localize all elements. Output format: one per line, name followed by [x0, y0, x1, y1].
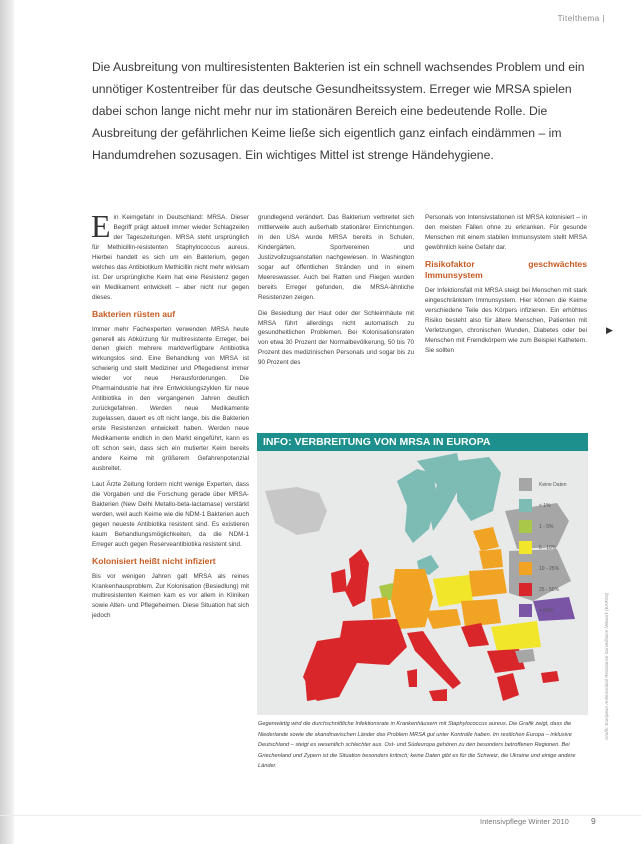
legend-label: < 1%	[539, 502, 551, 509]
paragraph: Die Besiedlung der Haut oder der Schleimhäute mit MRSA führt allerdings nicht automatisch zu gesundheitlichen Problemen. Bei Kolonisationsraten von etwa 30 Prozent der Normalbevölkerung, 50 bis 70 Prozent des medizinischen Personals und sogar bis zu 90 Prozent des	[258, 309, 414, 367]
image-credit	[604, 540, 611, 740]
drop-cap: E	[91, 208, 111, 244]
page-number: 9	[591, 816, 596, 826]
legend-item	[519, 474, 579, 495]
legend-swatch	[519, 478, 532, 491]
subheading: Kolonisiert heißt nicht infiziert	[92, 555, 216, 566]
section-topic: Titelthema |	[557, 14, 605, 23]
legend-label: 25 - 50%	[539, 586, 560, 593]
image-credit-text: Grafik: European Antimicrobial Resistance Surveillance Network (EARSS)	[604, 592, 609, 740]
legend-swatch	[519, 520, 532, 533]
paragraph: grundlegend verändert. Das Bakterium verbreitet sich mittlerweile auch außerhalb stationärer Einrichtungen. In den USA wurde MRSA bereits in Schulen, Kindergärten, Sportvereinen und Justizvollzugsanstalten nachgewiesen. In Washington sogar auf öffentlichen Stränden und in einem Meereswasser. Auch bei Ratten und Fliegen wurden bereits Erreger gefunden, die MRSA-ähnliche Resistenzen zeigen.	[258, 214, 414, 301]
legend-swatch	[519, 604, 532, 617]
legend-item	[519, 579, 579, 600]
legend-swatch	[519, 583, 532, 596]
subheading: Bakterien rüsten auf	[92, 308, 176, 319]
legend-item	[519, 600, 579, 621]
paragraph: Immer mehr Fachexperten verwenden MRSA heute generell als Abkürzung für multiresistente Erreger, bei denen gleich mehrere marktverfügbare Antibiotika wirkungslos sind. Eine Behandlung von MRSA ist schwierig und stellt Mediziner und Pflegedienst immer wieder vor neue Herausforderungen. Die Pharmaindustrie hat ihre Entwicklungszyklen für neue Antibiotika in den vergangenen Jahren deutlich zurückgefahren. Werden neue Medikamente zugelassen, dauert es oft nicht lange, bis die Bakterien erste Resistenzen entwickelt haben. Werden neue Medikamente endlich in den Markt eingeführt, kann es oft schon sein, dass sich ein mutierter Keim bereits andere Keime mit größerem Gefahrenpotenzial ausbreitet.	[92, 325, 249, 472]
legend-label: 10 - 25%	[539, 565, 560, 572]
article-column-3	[425, 213, 587, 361]
legend-label: Keine Daten	[539, 481, 567, 488]
legend-label: 5 - 10%	[539, 544, 557, 551]
footer-divider	[0, 815, 641, 816]
paragraph: Bis vor wenigen Jahren galt MRSA als reines Krankenhausproblem. Zur Kolonisation (Besiedlung) mit multiresistenten Keimen kam es vor allem in Kliniken sowie Alten- und Pflegeheimen. Diese Situation hat sich jedoch	[92, 572, 249, 620]
paragraph: Laut Ärzte Zeitung fordern nicht wenige Experten, dass die Vorgaben und die Forschung gerade über MRSA-Bakterien (New Delhi Metallo-beta-lactamase) verstärkt werden, weil auch Keime wie die NDM-1 Bakterien auch gegen neueste Antibiotika resistent sind. Es existieren kaum Behandlungsmöglichkeiten, da die NDM-1 Erreger auch gegen Reserveantibiotika resistent sind.	[92, 480, 249, 548]
legend-item	[519, 495, 579, 516]
map-caption: Gegenwärtig wird die durchschnittliche Infektionsrate in Krankenhäusern mit Staphylococcus aureus. Die Grafik zeigt, dass die Niederlande sowie die skandinavischen Länder das Problem MRSA gut unter Kontrolle haben. Im restlichen Europa – inklusive Deutschland – steigt es wesentlich schlechter aus. Ost- und Südeuropa gehören zu den besonders betroffenen Regionen. Bei Griechenland und Zypern ist die Situation besonders kritisch; keine Daten gibt es für die Schweiz, die Ukraine und einige andere Länder.	[258, 721, 576, 769]
map-legend	[519, 474, 579, 621]
legend-swatch	[519, 499, 532, 512]
info-box-title: INFO: VERBREITUNG VON MRSA IN EUROPA	[257, 433, 588, 451]
paragraph-text: in Keimgefahr in Deutschland: MRSA. Dieser Begriff prägt aktuell immer wieder Schlagzeilen der Tageszeitungen. MRSA steht ursprünglich für Methicillin-resistenten Staphylococcus aureus. Hierbei handelt es sich um ein Bakterium, gegen welches das Antibiotikum Methicillin nicht mehr wirksam ist. Der ursprüngliche Keim hat eine Resistenz gegen ein Medikament entwickelt – aber nicht nur gegen dieses.	[92, 214, 249, 301]
legend-label: > 50%	[539, 607, 554, 614]
legend-swatch	[519, 541, 532, 554]
continue-arrow-icon: ▶	[606, 325, 613, 335]
legend-item	[519, 516, 579, 537]
legend-label: 1 - 5%	[539, 523, 554, 530]
legend-swatch	[519, 562, 532, 575]
subheading: Risikofaktor geschwächtes Immunsystem	[425, 258, 587, 280]
legend-item	[519, 537, 579, 558]
lead-paragraph: Die Ausbreitung von multiresistenten Bakterien ist ein schnell wachsendes Problem und ein unnötiger Kostentreiber für das deutsche Gesundheitssystem. Erreger wie MRSA spielen dabei schon lange nicht mehr nur im stationären Bereich eine bedeutende Rolle. Die Ausbreitung der gefährlichen Keime ließe sich eigentlich ganz einfach eindämmen – im Handumdrehen sozusagen. Ein wichtiges Mittel ist strenge Händehygiene.	[92, 60, 585, 162]
article-column-1	[91, 208, 249, 627]
europe-map	[257, 451, 588, 715]
info-box-mrsa-europe	[257, 433, 588, 715]
page-gutter-shadow	[0, 0, 14, 844]
paragraph: Personals von Intensivstationen ist MRSA kolonisiert – in den meisten Fällen ohne zu erkranken. Für gesunde Menschen mit einem stabilen Immunsystem stellt MRSA gewöhnlich keine Gefahr dar.	[425, 214, 587, 251]
paragraph	[91, 208, 249, 303]
article-column-2	[258, 213, 414, 374]
paragraph: Der Infektionsfall mit MRSA steigt bei Menschen mit stark eingeschränktem Immunsystem. Hier können die Keime verschiedene Teile des Körpers infizieren. Ein erhöhtes Risiko besteht also für ältere Menschen, Patienten mit Verletzungen, chronischen Wunden, Diabetes oder bei Menschen mit Fremdkörpern wie zum Beispiel Kathetern. Sie sollten	[425, 286, 587, 354]
legend-item	[519, 558, 579, 579]
footer-magazine: Intensivpflege Winter 2010	[480, 817, 569, 826]
